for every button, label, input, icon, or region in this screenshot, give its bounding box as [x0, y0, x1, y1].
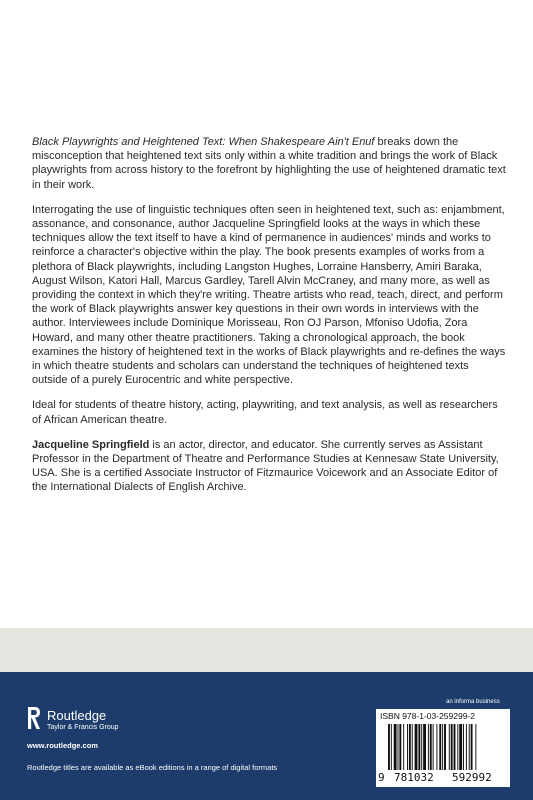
barcode-stripe: [471, 724, 473, 770]
barcode-stripe: [466, 724, 467, 770]
barcode-stripe: [421, 724, 422, 770]
routledge-logo-icon: [27, 706, 41, 730]
barcode-icon: [388, 724, 500, 770]
barcode-stripe: [398, 724, 399, 770]
barcode-stripe: [415, 724, 418, 770]
blurb-paragraph-1: [32, 135, 507, 192]
author-bio: [32, 438, 507, 495]
barcode-stripe: [388, 724, 390, 770]
barcode-stripe: [428, 724, 429, 770]
blurb-paragraph-3: Ideal for students of theatre history, acting, playwriting, and text analysis, as well as researchers of African American theatre.: [32, 399, 498, 426]
author-bio-text: is an actor, director, and educator. She currently serves as Assistant Professor in the Department of Theatre and Performance Studies at Kennesaw State University, USA. She is a certified Associate Instructor of Fitzmaurice Voicework and an Associate Editor of the International Dialects of English Archive.: [32, 438, 499, 494]
barcode-stripe: [391, 724, 392, 770]
barcode-stripe: [399, 724, 401, 770]
barcode-digit-lead: 9: [378, 771, 385, 784]
barcode-stripe: [457, 724, 458, 770]
author-name: Jacqueline Springfield: [32, 438, 150, 451]
barcode-stripe: [475, 724, 476, 770]
publisher-name: Routledge: [47, 708, 107, 723]
barcode-stripe: [444, 724, 446, 770]
barcode-panel: [376, 709, 510, 787]
barcode-digit-group-2: 592992: [452, 771, 492, 784]
barcode-digit-group-1: 781032: [394, 771, 434, 784]
book-title: Black Playwrights and Heightened Text: When Shakespeare Ain't Enuf: [32, 136, 375, 148]
barcode-stripe: [436, 724, 437, 770]
barcode-stripe: [409, 724, 411, 770]
barcode-stripe: [469, 724, 470, 770]
barcode-stripe: [451, 724, 453, 770]
informa-label: an informa business: [446, 699, 500, 705]
barcode-stripe: [430, 724, 432, 770]
barcode-stripe: [403, 724, 404, 770]
blurb-paragraph-1-text: breaks down the misconception that heightened text sits only within a white tradition and brings the work of Black playwrights from across history to the forefront by highlighting the use of heightened dramatic text in their work.: [32, 136, 506, 191]
barcode-stripe: [433, 724, 434, 770]
isbn-label: ISBN 978-1-03-259299-2: [380, 711, 475, 721]
publisher-url: www.routledge.com: [27, 741, 98, 750]
barcode-stripe: [442, 724, 443, 770]
publisher-group: Taylor & Francis Group: [47, 724, 119, 731]
barcode-stripe: [412, 724, 413, 770]
ebook-note: Routledge titles are available as eBook editions in a range of digital formats: [27, 763, 278, 772]
barcode-stripe: [394, 724, 397, 770]
barcode-stripe: [454, 724, 456, 770]
barcode-stripe: [449, 724, 450, 770]
barcode-stripe: [423, 724, 426, 770]
blurb-paragraph-2: Interrogating the use of linguistic techniques often seen in heightened text, such as: enjambment, assonance, and consonance, author Jacqueline Springfield looks at the ways in which these techniques allow the text itself to have a kind of permanence in audiences' minds and works to reinforce a character's objective within the play. The book presents examples of works from a plethora of Black playwrights, including Langston Hughes, Lorraine Hansberry, Amiri Baraka, August Wilson, Katori Hall, Marcus Gardley, Tarell Alvin McCraney, and many more, as well as providing the context in which they're writing. Theatre artists who read, teach, direct, and perform the work of Black playwrights answer key questions in their own words in interviews with the author. Interviewees include Dominique Morisseau, Ron OJ Parson, Mfoniso Udofia, Zora Howard, and many other theatre practitioners. Taking a chronological approach, the book examines the history of heightened text in the works of Black playwrights and re-defines the ways in which theatre students and scholars can understand the techniques of heightened texts outside of a purely Eurocentric and white perspective.: [32, 203, 506, 387]
barcode-stripe: [439, 724, 441, 770]
barcode-stripe: [418, 724, 420, 770]
barcode-digits: [376, 771, 510, 785]
barcode-stripe: [407, 724, 408, 770]
divider-band: [0, 628, 533, 672]
barcode-stripe: [463, 724, 464, 770]
book-description: [32, 135, 507, 506]
barcode-stripe: [459, 724, 462, 770]
